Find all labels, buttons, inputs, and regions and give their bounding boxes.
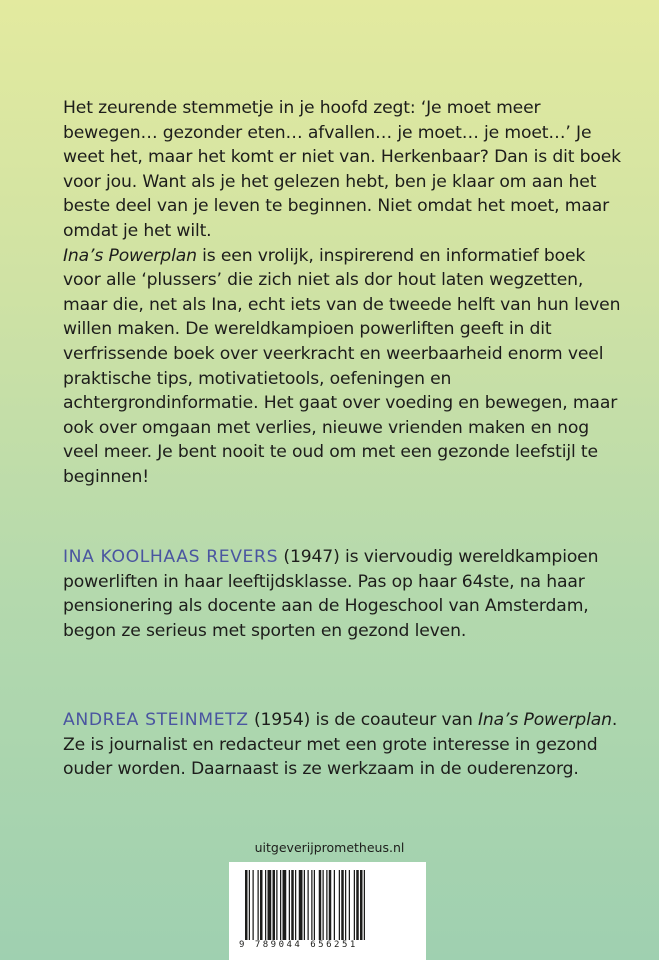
blurb-paragraph-2 [63, 244, 623, 490]
author-bio-andrea-text-a: (1954) is de coauteur van [248, 710, 478, 730]
author-bio-andrea-text-b: . Ze is journalist en redacteur met een grote interesse in gezond ouder worden. Daarnaast is ze werkzaam in de ouderenzorg. [63, 710, 618, 780]
barcode-bar [323, 870, 324, 940]
barcode-bar [249, 870, 250, 940]
barcode-bar [349, 870, 350, 940]
author-name-ina: INA KOOLHAAS REVERS [63, 547, 279, 567]
barcode-bar [253, 870, 254, 940]
barcode-bar [354, 870, 355, 940]
barcode-bar [276, 870, 277, 940]
barcode-bars [245, 870, 410, 940]
author-bio-ina [63, 545, 623, 643]
barcode-bar [356, 870, 359, 940]
barcode-bar [295, 870, 296, 940]
barcode-bar [360, 870, 363, 940]
barcode-bar [326, 870, 327, 940]
blurb-paragraph-1: Het zeurende stemmetje in je hoofd zegt: ‘Je moet meer bewegen… gezonder eten… afvallen… je moet… je moet…’ Je weet het, maar het komt er niet van. Herkenbaar? Dan is dit boek voor jou. Want als je het gelezen hebt, ben je klaar om aan het beste deel van je leven te beginnen. Niet omdat het moet, maar omdat je het wilt. [63, 98, 621, 241]
barcode-bar [339, 870, 340, 940]
barcode-bar [283, 870, 287, 940]
barcode-bar [304, 870, 305, 940]
barcode-bar [345, 870, 346, 940]
barcode-bar [299, 870, 303, 940]
barcode-bar [260, 870, 263, 940]
isbn-barcode [229, 862, 426, 960]
barcode-bar [341, 870, 344, 940]
barcode-bar [280, 870, 281, 940]
barcode-bar [268, 870, 272, 940]
barcode-bar [265, 870, 266, 940]
author-bio-andrea [63, 708, 623, 782]
publisher-url[interactable]: uitgeverijprometheus.nl [254, 840, 405, 855]
barcode-bar [245, 870, 248, 940]
author-name-andrea: ANDREA STEINMETZ [63, 710, 249, 730]
book-title-inline: Ina’s Powerplan [478, 710, 612, 730]
barcode-bar [258, 870, 259, 940]
barcode-bar [319, 870, 322, 940]
barcode-bar [289, 870, 290, 940]
isbn-digits: 9 789044 656251 [239, 940, 358, 950]
barcode-bar [314, 870, 315, 940]
author-bio-ina-text: (1947) is viervoudig wereldkampioen powerliften in haar leeftijdsklasse. Pas op haar 64ste, na haar pensionering als docente aan de Hogeschool van Amsterdam, begon ze serieus met sporten en gezond leven. [63, 547, 599, 641]
barcode-bar [334, 870, 335, 940]
back-cover-blurb [63, 96, 623, 490]
barcode-bar [329, 870, 332, 940]
barcode-bar [291, 870, 294, 940]
book-title: Ina’s Powerplan [63, 245, 197, 266]
barcode-bar [364, 870, 365, 940]
barcode-bar [308, 870, 309, 940]
blurb-paragraph-2-text: is een vrolijk, inspirerend en informatief boek voor alle ‘plussers’ die zich niet als dor hout laten wegzetten, maar die, net als Ina, echt iets van de tweede helft van hun leven willen maken. De wereldkampioen powerliften geeft in dit verfrissende boek over veerkracht en weerbaarheid enorm veel praktische tips, motivatietools, oefeningen en achtergrondinformatie. Het gaat over voeding en bewegen, maar ook over omgaan met verlies, nieuwe vrienden maken en nog veel meer. Je bent nooit te oud om met een gezonde leefstijl te beginnen! [63, 245, 621, 487]
barcode-bar [311, 870, 312, 940]
barcode-bar [273, 870, 276, 940]
